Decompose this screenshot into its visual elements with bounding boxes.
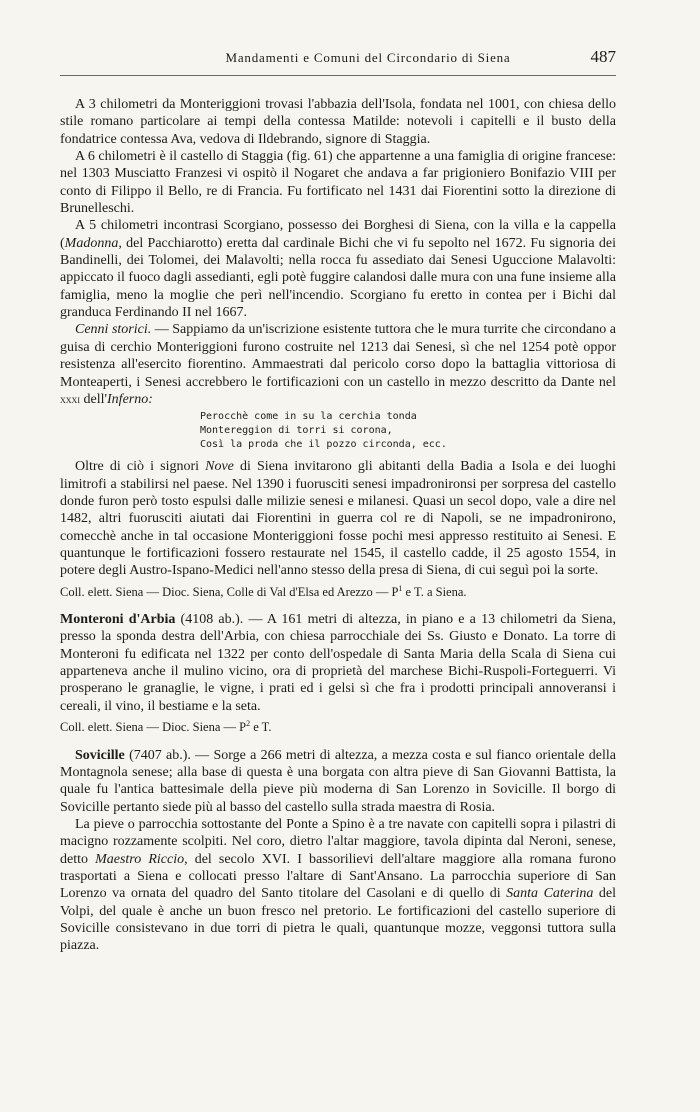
spacer xyxy=(60,601,616,611)
paragraph-text: Oltre di ciò i signori xyxy=(75,459,206,475)
paragraph-text: A 5 chilometri incontrasi Scorgiano, possesso dei Borghesi di Siena, con la villa e la cappella ( xyxy=(60,218,616,251)
collegio-line-monteroni xyxy=(60,715,616,737)
quote-line: Così la proda che il pozzo circonda, ecc. xyxy=(200,439,447,451)
italic-nove: Nove xyxy=(205,459,234,475)
paragraph-text: di Siena invitarono gli abitanti della Badia a Isola e dei luoghi limitrofi a stabilirsi nel paese. Nel 1390 i fuorusciti senesi impadronironsi per sorpresa del castello donde furon però tosto espulsi dalle milizie senesi e milanesi. Quasi un secol dopo, vale a dire nel 1482, altri fuorusciti aiutati dai Fiorentini in guerra col re di Napoli, se ne impadronirono, comecchè anche in tal occasione Monteriggioni fosse pochi mesi appresso restituito ai Senesi. E quantunque le fortificazioni fossero restaurate nel 1545, il castello cadde, il 25 agosto 1554, in potere degli Austro-Ispano-Medici nell'anno stesso della presa di Siena, di cui seguì poi la sorte. xyxy=(60,459,616,579)
page-number: 487 xyxy=(590,47,616,66)
paragraph-text: dell' xyxy=(80,391,108,407)
italic-cenni-storici: Cenni storici. xyxy=(75,322,152,338)
paragraph-cenni-storici xyxy=(60,321,616,408)
collegio-text: Coll. elett. Siena — Dioc. Siena, Colle di Val d'Elsa ed Arezzo — P xyxy=(60,584,399,599)
superscript: 1 xyxy=(398,583,403,593)
entry-title-sovicille: Sovicille xyxy=(75,747,125,763)
header-rule xyxy=(60,75,616,76)
entry-monteroni xyxy=(60,611,616,715)
entry-text: (7407 ab.). — Sorge a 266 metri di altezza, a mezza costa e sul fianco orientale della Montagnola senese; alla base di questa è una borgata con altra pieve di San Giovanni Battista, la quale fu l'antica battesimale della pieve più moderna di San Lorenzo in Sovicille. Il borgo di Sovicille pertanto siede più al basso del castello sulla strada maestra di Rosia. xyxy=(60,747,616,815)
quote-line: Perocchè come in su la cerchia tonda xyxy=(200,411,417,423)
paragraph-pieve-ponte-spino xyxy=(60,816,616,955)
entry-text: (4108 ab.). — A 161 metri di altezza, in piano e a 13 chilometri da Siena, presso la sponda destra dell'Arbia, con chiesa parrocchiale dei Ss. Giusto e Donato. La torre di Monteroni fu edificata nel 1322 per conto dell'ospedale di Santa Maria della Scala di Siena cui apparteneva anche il mulino vicino, ora di proprietà del marchese Bichi-Ruspoli-Forteguerri. Vi prosperano le granaglie, le vigne, i prati ed i gelsi sì che fra i prodotti principali annoveransi i cereali, il vino, il bestiame e la seta. xyxy=(60,612,616,714)
italic-maestro-riccio: Maestro Riccio xyxy=(95,851,185,867)
paragraph-text: La pieve o parrocchia sottostante del Ponte a Spino è a tre navate con capitelli sopra i pilastri di macigno rozzamente scolpiti. Nel coro, dietro l'altar maggiore, tavola dipinta dal Neroni, senese, detto xyxy=(60,817,616,867)
entry-sovicille xyxy=(60,747,616,816)
entry-title-monteroni: Monteroni d'Arbia xyxy=(60,612,176,628)
italic-inferno: Inferno: xyxy=(107,391,153,407)
paragraph-abbazia-isola: A 3 chilometri da Monteriggioni trovasi l'abbazia dell'Isola, fondata nel 1001, con chiesa dello stile romano particolare ai tempi della contessa Matilde: notevoli i capitelli e il busto della fondatrice contessa Ava, vedova di Ildebrando, signore di Staggia. xyxy=(60,97,616,147)
italic-santa-caterina: Santa Caterina xyxy=(506,886,594,902)
paragraph-text: — Sappiamo da un'iscrizione esistente tuttora che le mura turrite che circondano a guisa di cerchio Monteriggioni furono costruite nel 1213 dai Senesi, sì che nel 1254 potè oppor resistenza all'esercito fiorentino. Ammaestrati dal pericolo corso dopo la battaglia vittoriosa di Monteaperti, i Senesi accrebbero le fortificazioni con un castello in mezzo descritto da Dante nel xyxy=(60,322,616,390)
paragraph-scorgiano xyxy=(60,217,616,321)
canto-number: xxxi xyxy=(60,391,80,406)
paragraph-signori-nove xyxy=(60,458,616,579)
page-header xyxy=(60,47,616,72)
collegio-text: e T. xyxy=(250,720,272,735)
paragraph-text: , del Pacchiarotto) eretta dal cardinale Bichi che vi fu sepolto nel 1672. Fu signoria dei Bandinelli, dei Tolomei, dei Malavolti; nella rocca fu assediato dai Senesi Uguccione Malavolti: appiccato il fuoco dagli assedianti, egli potè fuggire calandosi dalle mura con una fune insieme alla famiglia, meno la moglie che perì nell'incendio. Scorgiano fu eretto in contea per i Bichi dal granduca Ferdinando II nel 1667. xyxy=(60,235,616,321)
paragraph-text: del Volpi, del quale è anche un buon fresco nel pretorio. Le fortificazioni del castello superiore di Sovicille consistevano in due torri di pietra le quali, quantunque mozze, veggonsi tuttora sulla piazza. xyxy=(60,886,617,954)
paragraph-castello-staggia: A 6 chilometri è il castello di Staggia (fig. 61) che appartenne a una famiglia di origine francese: nel 1303 Musciatto Franzesi vi ospitò il Nogaret che andava a far prigioniero Bonifazio VIII per conto di Filippo il Bello, re di Francia. Fu fortificato nel 1431 dai Fiorentini sotto la direzione di Brunelleschi. xyxy=(60,149,616,217)
page-body xyxy=(60,96,616,955)
collegio-text: Coll. elett. Siena — Dioc. Siena — P xyxy=(60,720,247,735)
paragraph-text: , del secolo XVI. I bassorilievi dell'altare maggiore alla romana furono trasportati a Siena e collocati presso l'altare di Sant'Ansano. La parrocchia superiore di San Lorenzo va ornata del quadro del Santo titolare del Casolani e di quello di xyxy=(60,851,616,902)
collegio-text: e T. a Siena. xyxy=(402,584,467,599)
spacer xyxy=(60,737,616,747)
quote-line: Montereggion di torri si corona, xyxy=(200,425,393,437)
superscript: 2 xyxy=(246,719,251,729)
dante-quotation xyxy=(200,410,616,452)
running-head: Mandamenti e Comuni del Circondario di Siena xyxy=(225,50,511,65)
collegio-line-monteriggioni xyxy=(60,580,616,602)
italic-madonna: Madonna xyxy=(64,235,119,251)
